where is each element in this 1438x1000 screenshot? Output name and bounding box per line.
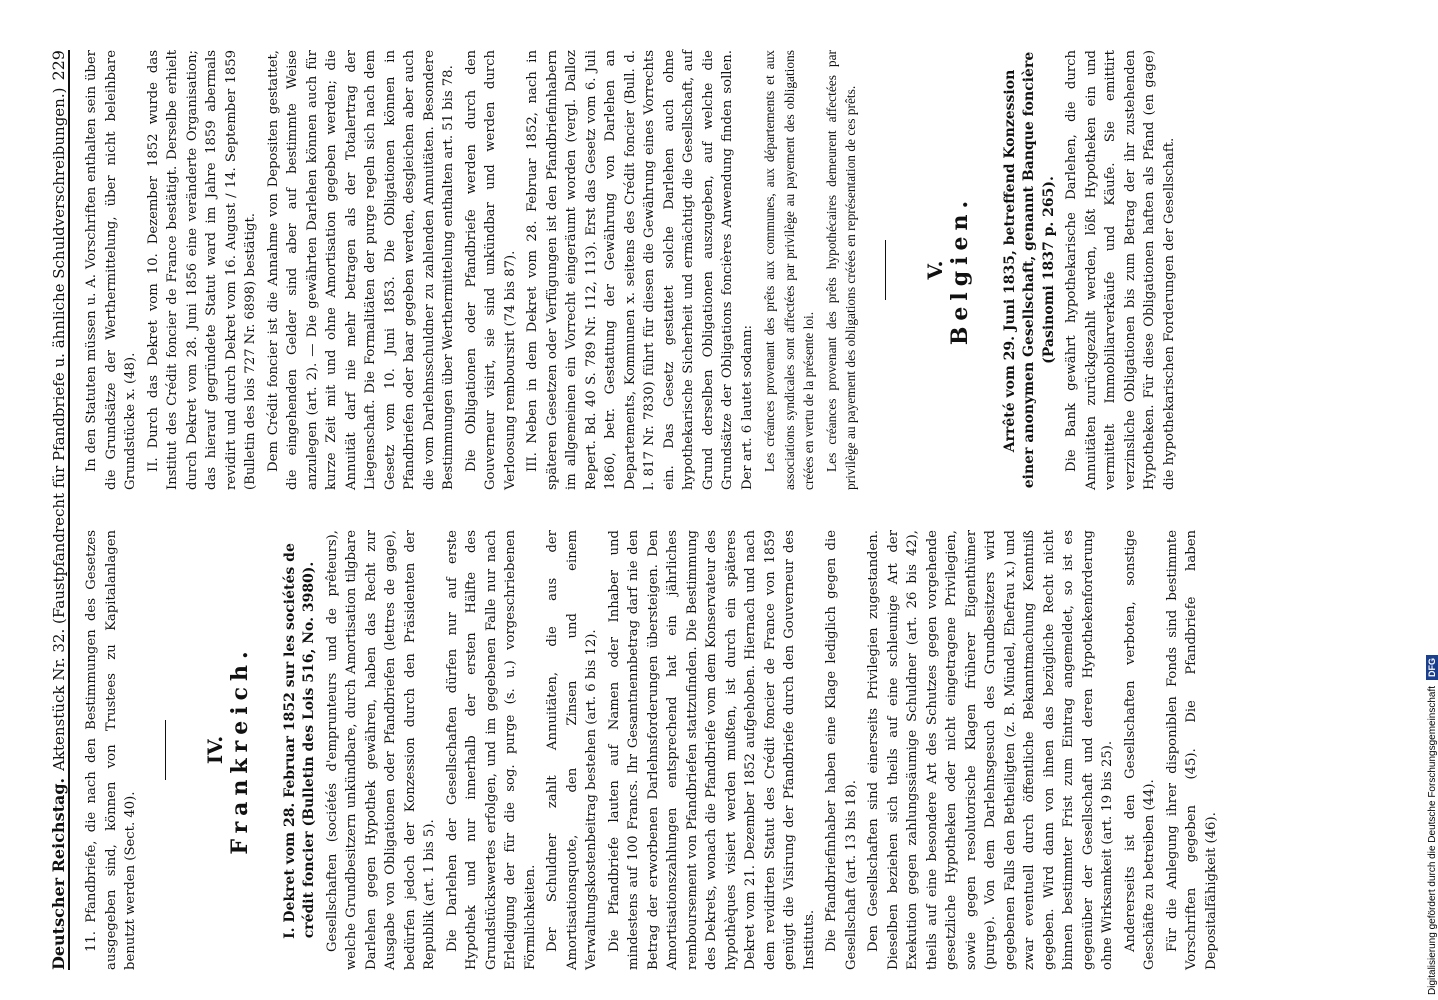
right-column (82, 50, 1182, 490)
paragraph: Die Darlehen der Gesellschaften dürfen nur auf erste Hypothek und nur innerhalb der ersten Hälfte des Grundstückswertes erfolgen, und im gegebenen Falle nur nach Erledigung der für die sog. purge (s. u.) vorgeschriebenen Förmlichkeiten. (444, 530, 538, 970)
paragraph: Die Bank gewährt hypothekarische Darlehen, die durch Annuitäten zurückgezahlt werden, lößt Hypotheken ein und vermittelt Immobiliarverkäufe und Käufe. Sie emittirt verzinsliche Obligationen bis zum Betrag der ihr zustehenden Hypotheken. Für diese Obligationen haften als Pfand (en gage) die hypothekarischen Forderungen der Gesellschaft. (1064, 50, 1177, 490)
paragraph: Die Pfandbriefinhaber haben eine Klage lediglich gegen die Gesellschaft (art. 13 bis 18). (824, 530, 859, 970)
rotated-page-content (10, 30, 1410, 990)
paragraph: Die Pfandbriefe lauten auf Namen oder Inhaber und mindestens auf 100 Francs. Ihr Gesamtnennbetrag darf nie den Betrag der erworbenen Darlehnsforderungen übersteigen. Den Amortisationszahlungen entsprechend hat ein jährliches remboursement von Pfandbriefen stattzufinden. Die Bestimmung des Dekrets, wonach die Pfandbriefe vom dem Konservateur des hypothèques visiert werden mußten, ist durch ein späteres Dekret vom 21. Dezember 1852 aufgehoben. Hiernach und nach dem revidirten Statut des Crédit foncier de France von 1859 genügt die Visirung der Pfandbriefe durch den Gouverneur des Instituts. (606, 530, 817, 970)
paragraph: Gesellschaften (sociétés d'emprunteurs und de prêteurs), welche Grundbesitzern unkündbare, durch Amortisation tilgbare Darlehen gegen Hypothek gewähren, haben das Recht zur Ausgabe von Obligationen oder Pfandbriefen (lettres de gage), bedürfen jedoch der Konzession durch den Präsidenten der Republik (art. 1 bis 5). (324, 530, 437, 970)
paragraph: 11. Pfandbriefe, die nach den Bestimmungen des Gesetzes ausgegeben sind, können von Trustees zu Kapitalanlagen benutzt werden (Sect. 40). (84, 530, 138, 970)
paragraph: In den Statuten müssen u. A. Vorschriften enthalten sein über die Grundsätze der Werthermittelung, über nicht beleihbare Grundstücke x. (48). (84, 50, 138, 490)
french-quote: Les créances provenant des prêts hypothécaires demeurent affectées par privilège au payement des obligations créées en représentation de ces prêts. (823, 50, 858, 490)
divider-rule (165, 720, 166, 780)
paragraph: III. Neben in dem Dekret vom 28. Februar 1852, nach in späteren Gesetzen oder Verfügungen ist den Pfandbriefinhabern im allgemeinen ein Vorrecht eingeräumt worden (vergl. Dalloz Repert. Bd. 40 S. 789 Nr. 112, 113). Erst das Gesetz vom 6. Juli 1860, betr. Gestattung der Gewährung von Darlehen an Departements, Kommunen x. seitens des Crédit foncier (Bull. d. l. 817 Nr. 7830) führt für diesen die Gewährung eines Vorrechts ein. Das Gesetz gestattet solche Darlehen auch ohne hypothekarische Sicherheit und ermächtigt die Gesellschaft, auf Grund derselben Obligationen auszugeben, auf welche die Grundsätze der Obligations foncières Anwendung finden sollen. Der art. 6 lautet sodann: (525, 50, 755, 490)
section-number: IV. (202, 735, 227, 765)
header-left: Deutscher Reichstag. (49, 777, 68, 970)
divider-rule (885, 240, 886, 300)
section-title: Belgien. (947, 194, 973, 346)
header-center: Aktenstück Nr. 32. (Faustpfandrecht für Pfandbriefe u. ähnliche Schuldverschreibungen.) (50, 87, 68, 771)
left-column (82, 530, 1224, 970)
decree-title: I. Dekret vom 28. Februar 1852 sur les sociétés de crédit foncier (Bulletin des Lois 516, No. 3980). (281, 543, 317, 939)
paragraph: Den Gesellschaften sind einerseits Privilegien zugestanden. Dieselben beziehen sich theils auf eine schleunige Art der Exekution gegen zahlungssäumige Schuldner (art. 26 bis 42), theils auf eine besondere Art des Schutzes gegen vorgehende gesetzliche Hypotheken oder nicht eingetragene Privilegien, sowie gegen resolutorische Klagen früherer Eigenthümer (purge). Von dem Darlehnsgesuch des Grundbesitzers wird gegebenen Falls den Betheiligten (z. B. Mündel, Ehefrau x.) und zwar eventuell durch öffentliche Bekanntmachung Kenntniß gegeben. Wird dann von ihnen das bezügliche Recht nicht binnen bestimmter Frist zum Eintrag angemeldet, so ist es gegenüber der Gesellschaft und deren Hypothekenforderung ohne Wirksamkeit (art. 19 bis 25). (866, 530, 1115, 970)
decree-title: Arrêté vom 29. Juni 1835, betreffend Konzession einer anonymen Gesellschaft, genannt Banque foncière (Pasinomi 1837 p. 265). (1001, 51, 1057, 489)
page-header (40, 50, 70, 970)
dfg-logo: DFG (1426, 655, 1438, 680)
digitization-stamp (1410, 5, 1438, 995)
section-title: Frankreich. (227, 645, 253, 855)
french-quote: Les créances provenant des prêts aux communes, aux départements et aux associations syndicales sont affectées par privilège au payement des obligations créées en vertu de la présente loi. (762, 50, 816, 490)
stamp-text (1426, 5, 1438, 995)
paragraph: Andererseits ist den Gesellschaften verboten, sonstige Geschäfte zu betreiben (44). (1122, 530, 1157, 970)
paragraph: Für die Anlegung ihrer disponiblen Fonds sind bestimmte Vorschriften gegeben (45). Die Pfandbriefe haben Depositalfähigkeit (46). (1164, 530, 1219, 970)
page-number: 229 (49, 50, 68, 81)
stamp-caption: Digitalisierung gefördert durch die Deutsche Forschungsgemeinschaft (1427, 685, 1438, 995)
paragraph: Dem Crédit foncier ist die Annahme von Depositen gestattet, die eingehenden Gelder sind aber auf bestimmte Weise anzulegen (art. 2). — Die gewährten Darlehen können auch für kurze Zeit mit und ohne Amortisation gegeben werden; die Annuität darf nie mehr betragen als der Totalertrag der Liegenschaft. Die Formalitäten der purge regeln sich nach dem Gesetz vom 10. Juni 1853. Die Obligationen können in Pfandbriefen oder baar gegeben werden, desgleichen aber auch die vom Darlehnsschuldner zu zahlenden Annuitäten. Besondere Bestimmungen über Werthermittelung enthalten art. 51 bis 78. (265, 50, 456, 490)
paragraph: Der Schuldner zahlt Annuitäten, die aus der Amortisationsquote, den Zinsen und einem Verwaltungskostenbeitrag bestehen (art. 6 bis 12). (545, 530, 599, 970)
paragraph: II. Durch das Dekret vom 10. Dezember 1852 wurde das Institut des Crédit foncier de France bestätigt. Derselbe erhielt durch Dekret vom 28. Juni 1856 eine veränderte Organisation; das hierauf gegründete Statut ward im Jahre 1859 abermals revidirt und durch Dekret vom 16. August / 14. September 1859 (Bulletin des lois 727 Nr. 6898) bestätigt. (145, 50, 258, 490)
paragraph: Die Obligationen oder Pfandbriefe werden durch den Gouverneur visirt, sie sind unkündbar und werden durch Verloosung remboursirt (74 bis 87). (463, 50, 518, 490)
section-number: V. (922, 260, 947, 280)
